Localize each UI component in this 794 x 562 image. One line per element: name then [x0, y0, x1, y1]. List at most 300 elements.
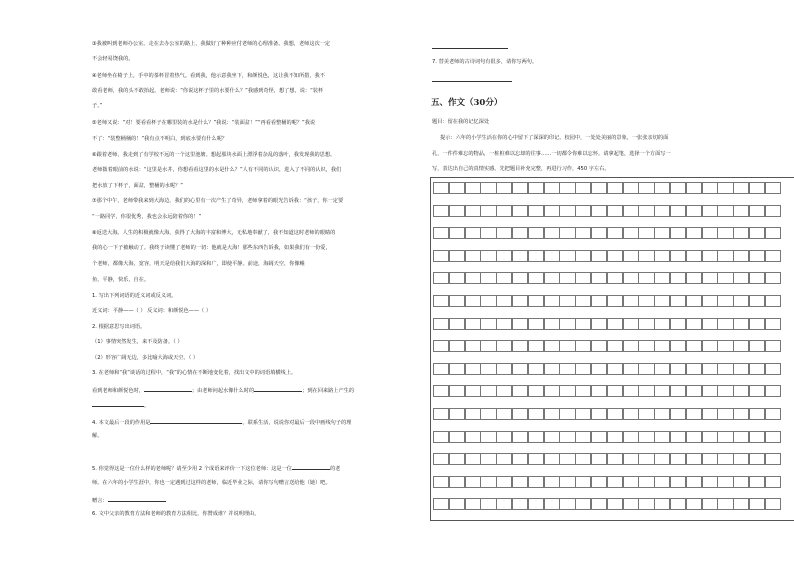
grid-cell[interactable] — [433, 498, 449, 510]
grid-cell[interactable] — [528, 295, 544, 307]
grid-cell[interactable] — [686, 498, 702, 510]
grid-cell[interactable] — [749, 250, 765, 262]
grid-cell[interactable] — [591, 205, 607, 217]
grid-cell[interactable] — [702, 431, 718, 443]
grid-cell[interactable] — [638, 431, 654, 443]
grid-cell[interactable] — [765, 295, 781, 307]
grid-cell[interactable] — [544, 385, 560, 397]
grid-cell[interactable] — [575, 453, 591, 465]
grid-cell[interactable] — [480, 408, 496, 420]
grid-cell[interactable] — [670, 227, 686, 239]
grid-cell[interactable] — [749, 408, 765, 420]
grid-cell[interactable] — [654, 408, 670, 420]
grid-cell[interactable] — [559, 385, 575, 397]
answer-blank[interactable] — [432, 43, 508, 49]
grid-cell[interactable] — [638, 182, 654, 194]
grid-cell[interactable] — [512, 408, 528, 420]
grid-cell[interactable] — [512, 498, 528, 510]
grid-cell[interactable] — [765, 340, 781, 352]
grid-cell[interactable] — [733, 318, 749, 330]
grid-cell[interactable] — [480, 272, 496, 284]
grid-cell[interactable] — [702, 272, 718, 284]
grid-cell[interactable] — [449, 431, 465, 443]
grid-cell[interactable] — [449, 182, 465, 194]
grid-cell[interactable] — [449, 250, 465, 262]
grid-cell[interactable] — [591, 295, 607, 307]
grid-cell[interactable] — [528, 182, 544, 194]
grid-cell[interactable] — [607, 250, 623, 262]
grid-cell[interactable] — [433, 227, 449, 239]
grid-cell[interactable] — [717, 431, 733, 443]
grid-cell[interactable] — [528, 498, 544, 510]
grid-cell[interactable] — [496, 272, 512, 284]
grid-cell[interactable] — [591, 227, 607, 239]
grid-cell[interactable] — [575, 340, 591, 352]
grid-cell[interactable] — [575, 272, 591, 284]
grid-cell[interactable] — [528, 385, 544, 397]
grid-cell[interactable] — [717, 363, 733, 375]
grid-cell[interactable] — [496, 385, 512, 397]
grid-cell[interactable] — [638, 295, 654, 307]
grid-cell[interactable] — [654, 453, 670, 465]
grid-cell[interactable] — [544, 476, 560, 488]
grid-cell[interactable] — [559, 205, 575, 217]
grid-cell[interactable] — [733, 476, 749, 488]
grid-cell[interactable] — [749, 182, 765, 194]
grid-cell[interactable] — [733, 182, 749, 194]
answer-blank[interactable] — [150, 418, 242, 424]
grid-cell[interactable] — [765, 318, 781, 330]
grid-cell[interactable] — [749, 476, 765, 488]
grid-cell[interactable] — [559, 250, 575, 262]
grid-cell[interactable] — [670, 363, 686, 375]
grid-cell[interactable] — [638, 250, 654, 262]
grid-cell[interactable] — [733, 498, 749, 510]
grid-cell[interactable] — [480, 205, 496, 217]
grid-cell[interactable] — [433, 205, 449, 217]
grid-cell[interactable] — [607, 272, 623, 284]
grid-cell[interactable] — [670, 498, 686, 510]
grid-cell[interactable] — [670, 385, 686, 397]
grid-cell[interactable] — [449, 498, 465, 510]
grid-cell[interactable] — [686, 453, 702, 465]
grid-cell[interactable] — [702, 182, 718, 194]
grid-cell[interactable] — [512, 295, 528, 307]
grid-cell[interactable] — [544, 295, 560, 307]
grid-cell[interactable] — [702, 408, 718, 420]
grid-cell[interactable] — [496, 318, 512, 330]
grid-cell[interactable] — [575, 363, 591, 375]
grid-cell[interactable] — [749, 453, 765, 465]
grid-cell[interactable] — [528, 318, 544, 330]
grid-cell[interactable] — [607, 498, 623, 510]
grid-cell[interactable] — [480, 182, 496, 194]
grid-cell[interactable] — [670, 295, 686, 307]
grid-cell[interactable] — [559, 340, 575, 352]
grid-cell[interactable] — [686, 295, 702, 307]
grid-cell[interactable] — [717, 182, 733, 194]
grid-cell[interactable] — [749, 295, 765, 307]
grid-cell[interactable] — [749, 431, 765, 443]
grid-cell[interactable] — [702, 205, 718, 217]
grid-cell[interactable] — [607, 182, 623, 194]
grid-cell[interactable] — [449, 363, 465, 375]
grid-cell[interactable] — [575, 250, 591, 262]
grid-cell[interactable] — [575, 182, 591, 194]
grid-cell[interactable] — [765, 476, 781, 488]
grid-cell[interactable] — [654, 227, 670, 239]
grid-cell[interactable] — [496, 498, 512, 510]
grid-cell[interactable] — [749, 272, 765, 284]
grid-cell[interactable] — [733, 431, 749, 443]
grid-cell[interactable] — [480, 227, 496, 239]
grid-cell[interactable] — [623, 408, 639, 420]
grid-cell[interactable] — [496, 408, 512, 420]
grid-cell[interactable] — [623, 340, 639, 352]
grid-cell[interactable] — [544, 227, 560, 239]
grid-cell[interactable] — [496, 453, 512, 465]
grid-cell[interactable] — [702, 250, 718, 262]
grid-cell[interactable] — [512, 476, 528, 488]
grid-cell[interactable] — [654, 385, 670, 397]
grid-cell[interactable] — [670, 250, 686, 262]
grid-cell[interactable] — [559, 453, 575, 465]
grid-cell[interactable] — [465, 227, 481, 239]
grid-cell[interactable] — [496, 205, 512, 217]
grid-cell[interactable] — [717, 408, 733, 420]
grid-cell[interactable] — [528, 431, 544, 443]
grid-cell[interactable] — [480, 476, 496, 488]
grid-cell[interactable] — [607, 408, 623, 420]
grid-cell[interactable] — [670, 340, 686, 352]
grid-cell[interactable] — [528, 453, 544, 465]
grid-cell[interactable] — [717, 453, 733, 465]
grid-cell[interactable] — [749, 340, 765, 352]
grid-cell[interactable] — [749, 227, 765, 239]
grid-cell[interactable] — [670, 408, 686, 420]
grid-cell[interactable] — [465, 363, 481, 375]
grid-cell[interactable] — [749, 498, 765, 510]
grid-cell[interactable] — [544, 431, 560, 443]
grid-cell[interactable] — [670, 272, 686, 284]
grid-cell[interactable] — [591, 385, 607, 397]
grid-cell[interactable] — [544, 250, 560, 262]
grid-cell[interactable] — [544, 498, 560, 510]
grid-cell[interactable] — [591, 340, 607, 352]
grid-cell[interactable] — [512, 205, 528, 217]
grid-cell[interactable] — [591, 182, 607, 194]
grid-cell[interactable] — [623, 205, 639, 217]
answer-blank[interactable] — [254, 386, 302, 392]
grid-cell[interactable] — [749, 363, 765, 375]
grid-cell[interactable] — [528, 227, 544, 239]
grid-cell[interactable] — [591, 453, 607, 465]
grid-cell[interactable] — [607, 340, 623, 352]
grid-cell[interactable] — [544, 205, 560, 217]
grid-cell[interactable] — [480, 385, 496, 397]
grid-cell[interactable] — [575, 408, 591, 420]
grid-cell[interactable] — [465, 431, 481, 443]
grid-cell[interactable] — [686, 431, 702, 443]
grid-cell[interactable] — [512, 431, 528, 443]
grid-cell[interactable] — [449, 227, 465, 239]
grid-cell[interactable] — [654, 431, 670, 443]
grid-cell[interactable] — [623, 385, 639, 397]
grid-cell[interactable] — [607, 295, 623, 307]
grid-cell[interactable] — [559, 318, 575, 330]
grid-cell[interactable] — [686, 318, 702, 330]
grid-cell[interactable] — [717, 318, 733, 330]
grid-cell[interactable] — [670, 205, 686, 217]
grid-cell[interactable] — [591, 250, 607, 262]
grid-cell[interactable] — [480, 363, 496, 375]
grid-cell[interactable] — [591, 431, 607, 443]
grid-cell[interactable] — [449, 295, 465, 307]
grid-cell[interactable] — [686, 272, 702, 284]
grid-cell[interactable] — [465, 498, 481, 510]
answer-blank[interactable] — [432, 76, 512, 82]
grid-cell[interactable] — [717, 272, 733, 284]
grid-cell[interactable] — [449, 408, 465, 420]
grid-cell[interactable] — [765, 385, 781, 397]
grid-cell[interactable] — [465, 453, 481, 465]
grid-cell[interactable] — [765, 250, 781, 262]
grid-cell[interactable] — [480, 340, 496, 352]
grid-cell[interactable] — [670, 431, 686, 443]
grid-cell[interactable] — [638, 227, 654, 239]
grid-cell[interactable] — [528, 408, 544, 420]
grid-cell[interactable] — [638, 476, 654, 488]
grid-cell[interactable] — [575, 318, 591, 330]
grid-cell[interactable] — [496, 431, 512, 443]
grid-cell[interactable] — [528, 250, 544, 262]
grid-cell[interactable] — [686, 408, 702, 420]
grid-cell[interactable] — [623, 182, 639, 194]
grid-cell[interactable] — [591, 318, 607, 330]
grid-cell[interactable] — [544, 408, 560, 420]
grid-cell[interactable] — [607, 453, 623, 465]
grid-cell[interactable] — [654, 340, 670, 352]
grid-cell[interactable] — [449, 205, 465, 217]
grid-cell[interactable] — [607, 431, 623, 443]
grid-cell[interactable] — [623, 498, 639, 510]
grid-cell[interactable] — [575, 498, 591, 510]
grid-cell[interactable] — [465, 385, 481, 397]
grid-cell[interactable] — [449, 385, 465, 397]
grid-cell[interactable] — [559, 272, 575, 284]
grid-cell[interactable] — [433, 250, 449, 262]
grid-cell[interactable] — [480, 453, 496, 465]
grid-cell[interactable] — [654, 205, 670, 217]
grid-cell[interactable] — [717, 227, 733, 239]
grid-cell[interactable] — [749, 385, 765, 397]
grid-cell[interactable] — [591, 476, 607, 488]
grid-cell[interactable] — [433, 272, 449, 284]
grid-cell[interactable] — [496, 340, 512, 352]
grid-cell[interactable] — [449, 272, 465, 284]
grid-cell[interactable] — [638, 205, 654, 217]
grid-cell[interactable] — [623, 453, 639, 465]
grid-cell[interactable] — [449, 453, 465, 465]
grid-cell[interactable] — [654, 363, 670, 375]
grid-cell[interactable] — [449, 476, 465, 488]
grid-cell[interactable] — [638, 340, 654, 352]
grid-cell[interactable] — [465, 182, 481, 194]
grid-cell[interactable] — [638, 318, 654, 330]
grid-cell[interactable] — [480, 431, 496, 443]
grid-cell[interactable] — [528, 476, 544, 488]
grid-cell[interactable] — [544, 182, 560, 194]
grid-cell[interactable] — [733, 227, 749, 239]
grid-cell[interactable] — [544, 363, 560, 375]
grid-cell[interactable] — [496, 476, 512, 488]
grid-cell[interactable] — [496, 295, 512, 307]
grid-cell[interactable] — [591, 272, 607, 284]
grid-cell[interactable] — [733, 408, 749, 420]
grid-cell[interactable] — [512, 227, 528, 239]
grid-cell[interactable] — [717, 205, 733, 217]
grid-cell[interactable] — [607, 227, 623, 239]
grid-cell[interactable] — [623, 272, 639, 284]
grid-cell[interactable] — [496, 250, 512, 262]
grid-cell[interactable] — [496, 227, 512, 239]
grid-cell[interactable] — [433, 295, 449, 307]
grid-cell[interactable] — [733, 205, 749, 217]
grid-cell[interactable] — [654, 318, 670, 330]
grid-cell[interactable] — [717, 250, 733, 262]
grid-cell[interactable] — [670, 476, 686, 488]
grid-cell[interactable] — [654, 272, 670, 284]
grid-cell[interactable] — [528, 363, 544, 375]
grid-cell[interactable] — [686, 340, 702, 352]
grid-cell[interactable] — [686, 476, 702, 488]
grid-cell[interactable] — [465, 340, 481, 352]
grid-cell[interactable] — [465, 408, 481, 420]
grid-cell[interactable] — [512, 363, 528, 375]
grid-cell[interactable] — [559, 182, 575, 194]
grid-cell[interactable] — [559, 363, 575, 375]
grid-cell[interactable] — [544, 318, 560, 330]
grid-cell[interactable] — [765, 182, 781, 194]
grid-cell[interactable] — [654, 295, 670, 307]
grid-cell[interactable] — [449, 340, 465, 352]
grid-cell[interactable] — [702, 453, 718, 465]
grid-cell[interactable] — [559, 227, 575, 239]
grid-cell[interactable] — [686, 363, 702, 375]
grid-cell[interactable] — [544, 272, 560, 284]
grid-cell[interactable] — [512, 453, 528, 465]
grid-cell[interactable] — [654, 498, 670, 510]
answer-blank[interactable] — [92, 401, 144, 407]
grid-cell[interactable] — [623, 476, 639, 488]
grid-cell[interactable] — [686, 182, 702, 194]
grid-cell[interactable] — [607, 205, 623, 217]
grid-cell[interactable] — [528, 205, 544, 217]
grid-cell[interactable] — [765, 227, 781, 239]
grid-cell[interactable] — [559, 295, 575, 307]
grid-cell[interactable] — [717, 385, 733, 397]
grid-cell[interactable] — [449, 318, 465, 330]
grid-cell[interactable] — [433, 385, 449, 397]
grid-cell[interactable] — [765, 272, 781, 284]
grid-cell[interactable] — [638, 272, 654, 284]
grid-cell[interactable] — [575, 227, 591, 239]
grid-cell[interactable] — [623, 295, 639, 307]
grid-cell[interactable] — [623, 318, 639, 330]
grid-cell[interactable] — [717, 340, 733, 352]
grid-cell[interactable] — [607, 363, 623, 375]
grid-cell[interactable] — [765, 408, 781, 420]
grid-cell[interactable] — [512, 182, 528, 194]
answer-blank[interactable] — [292, 464, 330, 470]
grid-cell[interactable] — [575, 205, 591, 217]
grid-cell[interactable] — [607, 385, 623, 397]
grid-cell[interactable] — [670, 453, 686, 465]
grid-cell[interactable] — [702, 227, 718, 239]
grid-cell[interactable] — [575, 431, 591, 443]
grid-cell[interactable] — [591, 408, 607, 420]
grid-cell[interactable] — [465, 250, 481, 262]
grid-cell[interactable] — [591, 498, 607, 510]
grid-cell[interactable] — [559, 476, 575, 488]
grid-cell[interactable] — [670, 318, 686, 330]
grid-cell[interactable] — [765, 363, 781, 375]
grid-cell[interactable] — [528, 340, 544, 352]
grid-cell[interactable] — [623, 363, 639, 375]
grid-cell[interactable] — [638, 363, 654, 375]
grid-cell[interactable] — [702, 498, 718, 510]
grid-cell[interactable] — [512, 272, 528, 284]
grid-cell[interactable] — [702, 476, 718, 488]
grid-cell[interactable] — [559, 408, 575, 420]
grid-cell[interactable] — [433, 476, 449, 488]
grid-cell[interactable] — [433, 182, 449, 194]
grid-cell[interactable] — [512, 385, 528, 397]
grid-cell[interactable] — [544, 453, 560, 465]
grid-cell[interactable] — [733, 250, 749, 262]
grid-cell[interactable] — [607, 318, 623, 330]
grid-cell[interactable] — [496, 182, 512, 194]
grid-cell[interactable] — [686, 227, 702, 239]
grid-cell[interactable] — [433, 363, 449, 375]
grid-cell[interactable] — [512, 250, 528, 262]
grid-cell[interactable] — [559, 498, 575, 510]
grid-cell[interactable] — [512, 318, 528, 330]
essay-grid[interactable] — [430, 177, 794, 521]
grid-cell[interactable] — [559, 431, 575, 443]
grid-cell[interactable] — [480, 295, 496, 307]
grid-cell[interactable] — [702, 385, 718, 397]
grid-cell[interactable] — [654, 182, 670, 194]
grid-cell[interactable] — [765, 453, 781, 465]
grid-cell[interactable] — [433, 340, 449, 352]
grid-cell[interactable] — [717, 295, 733, 307]
grid-cell[interactable] — [465, 205, 481, 217]
grid-cell[interactable] — [638, 453, 654, 465]
grid-cell[interactable] — [465, 476, 481, 488]
grid-cell[interactable] — [623, 250, 639, 262]
grid-cell[interactable] — [765, 205, 781, 217]
grid-cell[interactable] — [591, 363, 607, 375]
grid-cell[interactable] — [638, 385, 654, 397]
grid-cell[interactable] — [733, 295, 749, 307]
grid-cell[interactable] — [686, 205, 702, 217]
grid-cell[interactable] — [465, 318, 481, 330]
grid-cell[interactable] — [670, 182, 686, 194]
grid-cell[interactable] — [433, 453, 449, 465]
grid-cell[interactable] — [654, 250, 670, 262]
grid-cell[interactable] — [733, 340, 749, 352]
